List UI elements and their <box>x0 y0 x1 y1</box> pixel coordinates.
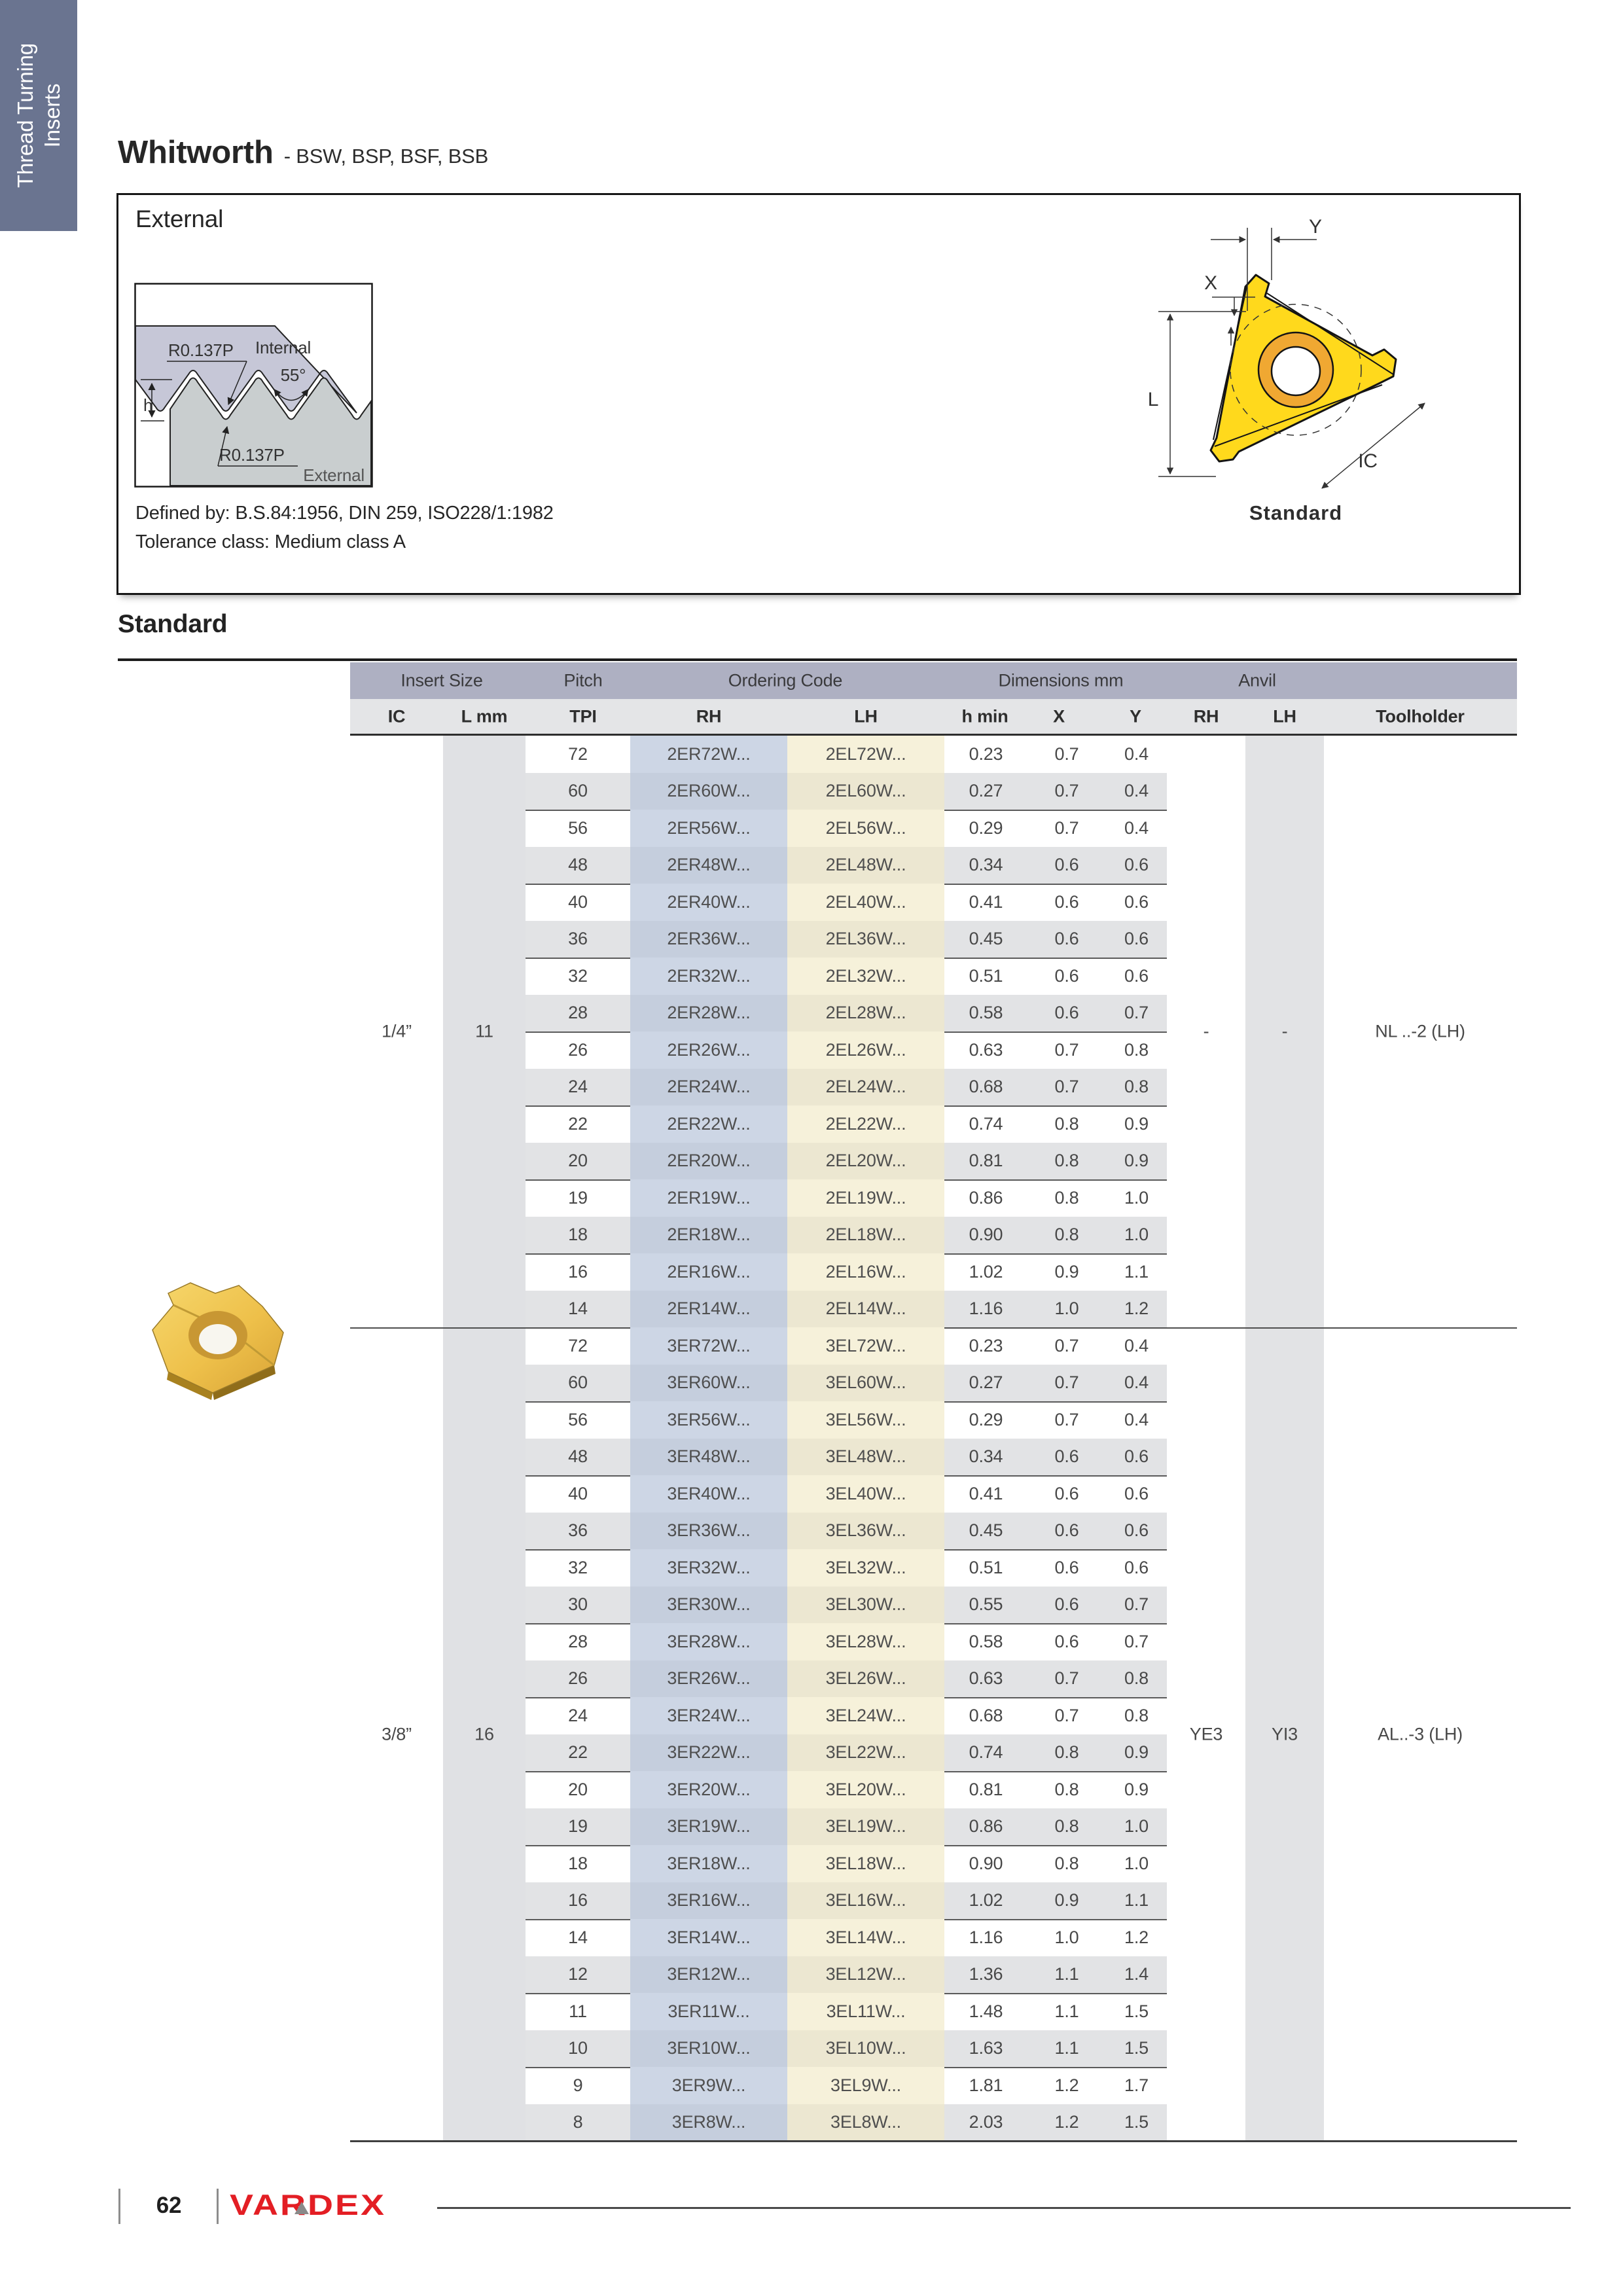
x-cell: 0.8 <box>1054 1853 1079 1873</box>
ordering-code-rh-cell: 3ER22W... <box>630 1734 787 1772</box>
section-title: Standard <box>118 610 228 638</box>
ordering-code-rh-cell: 3ER26W... <box>630 1660 787 1698</box>
ordering-code-lh-cell: 2EL24W... <box>787 1069 944 1106</box>
y-cell: 0.7 <box>1124 1631 1149 1651</box>
ordering-code-rh-cell: 3ER56W... <box>630 1401 787 1439</box>
tpi-cell: 40 <box>568 891 588 912</box>
h-min-cell: 0.29 <box>969 1409 1003 1429</box>
ordering-code-lh-cell: 2EL56W... <box>787 810 944 847</box>
x-cell: 1.1 <box>1054 1964 1079 1984</box>
x-cell: 1.2 <box>1054 2075 1079 2095</box>
group-header-ordering-code: Ordering Code <box>728 670 843 691</box>
r-top-label: R0.137P <box>168 340 234 360</box>
h-min-cell: 0.74 <box>969 1742 1003 1763</box>
footer-divider-left <box>118 2189 120 2224</box>
table-column-header <box>350 699 1517 736</box>
x-cell: 0.8 <box>1054 1742 1079 1763</box>
ordering-code-lh-cell: 3EL22W... <box>787 1734 944 1772</box>
vardex-logo <box>230 2185 426 2225</box>
col-header-x: X <box>1053 706 1065 726</box>
x-cell: 0.6 <box>1054 1446 1079 1467</box>
y-cell: 0.4 <box>1124 781 1149 801</box>
ordering-code-lh-cell: 3EL32W... <box>787 1549 944 1587</box>
anvil-lh-column-band <box>1245 736 1324 2141</box>
ordering-code-rh-cell: 3ER72W... <box>630 1327 787 1365</box>
h-min-cell: 1.48 <box>969 2001 1003 2021</box>
ordering-code-lh-cell: 2EL20W... <box>787 1143 944 1180</box>
ordering-code-rh-cell: 3ER8W... <box>630 2104 787 2142</box>
tpi-cell: 18 <box>568 1853 588 1873</box>
h-label: h <box>143 395 153 415</box>
y-cell: 1.7 <box>1124 2075 1149 2095</box>
tpi-cell: 72 <box>568 1335 588 1355</box>
x-cell: 0.8 <box>1054 1151 1079 1171</box>
ordering-code-rh-cell: 3ER14W... <box>630 1919 787 1956</box>
ordering-code-rh-cell: 2ER18W... <box>630 1217 787 1254</box>
col-header-lh: LH <box>854 706 878 726</box>
ordering-code-rh-cell: 2ER24W... <box>630 1069 787 1106</box>
ordering-code-lh-cell: 3EL40W... <box>787 1475 944 1513</box>
section-lmm-label: 11 <box>475 1021 493 1041</box>
x-cell: 0.6 <box>1054 855 1079 875</box>
col-header-lmm: L mm <box>461 706 508 726</box>
insert-photo-hole <box>199 1324 237 1354</box>
x-cell: 0.6 <box>1054 965 1079 986</box>
r-bottom-label: R0.137P <box>219 445 285 465</box>
y-cell: 1.5 <box>1124 2038 1149 2058</box>
section-lmm-label: 16 <box>474 1724 494 1744</box>
ordering-code-rh-cell: 3ER48W... <box>630 1439 787 1476</box>
ordering-code-lh-cell: 2EL60W... <box>787 773 944 810</box>
side-tab-label <box>0 0 77 231</box>
ordering-code-rh-cell: 2ER26W... <box>630 1031 787 1069</box>
x-cell: 0.7 <box>1054 1077 1079 1097</box>
h-min-cell: 0.63 <box>969 1039 1003 1060</box>
y-cell: 1.4 <box>1124 1964 1149 1984</box>
tpi-cell: 36 <box>568 1520 588 1541</box>
table-data-area <box>350 736 1517 2141</box>
y-cell: 1.0 <box>1124 1187 1149 1208</box>
h-min-cell: 0.34 <box>969 855 1003 875</box>
thread-profile-diagram <box>134 283 373 488</box>
h-min-cell: 0.68 <box>969 1705 1003 1725</box>
h-min-cell: 0.23 <box>969 744 1003 764</box>
ic-dimension-arrow <box>1322 403 1425 488</box>
y-cell: 1.0 <box>1124 1225 1149 1245</box>
table-top-rule <box>118 658 1517 661</box>
x-cell: 0.8 <box>1054 1113 1079 1134</box>
y-cell: 0.4 <box>1124 1409 1149 1429</box>
vardex-logo-text: VARDEX <box>230 2189 387 2221</box>
insert-caption: Standard <box>1249 501 1343 524</box>
x-cell: 1.2 <box>1054 2112 1079 2132</box>
tpi-cell: 32 <box>568 1557 588 1577</box>
y-cell: 0.6 <box>1124 1446 1149 1467</box>
ordering-code-lh-cell: 3EL12W... <box>787 1956 944 1994</box>
tpi-cell: 56 <box>568 817 588 838</box>
section-anvil-lh-label: YI3 <box>1272 1724 1298 1744</box>
ordering-code-rh-cell: 2ER32W... <box>630 958 787 995</box>
col-header-y: Y <box>1130 706 1141 726</box>
tpi-cell: 56 <box>568 1409 588 1429</box>
ordering-code-rh-cell: 2ER36W... <box>630 921 787 958</box>
h-min-cell: 1.36 <box>969 1964 1003 1984</box>
insert-dimension-drawing <box>1113 216 1479 504</box>
page-subtitle: - BSW, BSP, BSF, BSB <box>283 145 489 168</box>
x-cell: 0.7 <box>1054 1372 1079 1393</box>
col-header-toolholder: Toolholder <box>1376 706 1465 726</box>
ordering-code-lh-cell: 2EL28W... <box>787 995 944 1032</box>
ordering-code-rh-cell: 3ER60W... <box>630 1365 787 1402</box>
col-header-anvil-rh: RH <box>1193 706 1219 726</box>
y-cell: 0.6 <box>1124 855 1149 875</box>
y-cell: 0.8 <box>1124 1705 1149 1725</box>
y-cell: 0.6 <box>1124 891 1149 912</box>
tpi-cell: 60 <box>568 1372 588 1393</box>
h-min-cell: 0.41 <box>969 891 1003 912</box>
section-ic-label: 3/8” <box>382 1724 412 1744</box>
y-cell: 0.6 <box>1124 965 1149 986</box>
tpi-cell: 40 <box>568 1483 588 1503</box>
defined-by-text: Defined by: B.S.84:1956, DIN 259, ISO228/1:1982 <box>135 503 554 524</box>
x-cell: 0.6 <box>1054 1594 1079 1615</box>
ordering-code-rh-cell: 2ER20W... <box>630 1143 787 1180</box>
tpi-cell: 28 <box>568 1003 588 1023</box>
tpi-cell: 8 <box>573 2112 583 2132</box>
h-min-cell: 0.45 <box>969 1520 1003 1541</box>
footer-rule <box>437 2207 1571 2209</box>
ordering-code-rh-cell: 3ER11W... <box>630 1993 787 2030</box>
h-min-cell: 1.02 <box>969 1890 1003 1910</box>
ordering-code-lh-cell: 3EL24W... <box>787 1697 944 1734</box>
tpi-cell: 12 <box>568 1964 588 1984</box>
ordering-code-lh-cell: 3EL18W... <box>787 1845 944 1882</box>
h-min-cell: 0.58 <box>969 1631 1003 1651</box>
x-cell: 0.7 <box>1054 1409 1079 1429</box>
tpi-cell: 24 <box>568 1077 588 1097</box>
ordering-code-lh-cell: 3EL11W... <box>787 1993 944 2030</box>
h-min-cell: 0.81 <box>969 1151 1003 1171</box>
h-min-cell: 0.41 <box>969 1483 1003 1503</box>
ordering-code-rh-cell: 3ER28W... <box>630 1623 787 1660</box>
ordering-code-rh-cell: 3ER30W... <box>630 1587 787 1624</box>
h-min-cell: 2.03 <box>969 2112 1003 2132</box>
ordering-code-lh-cell: 3EL16W... <box>787 1882 944 1920</box>
h-min-cell: 0.90 <box>969 1853 1003 1873</box>
x-cell: 0.6 <box>1054 1520 1079 1541</box>
y-cell: 1.0 <box>1124 1853 1149 1873</box>
h-min-cell: 0.86 <box>969 1187 1003 1208</box>
x-cell: 0.9 <box>1054 1890 1079 1910</box>
y-cell: 1.1 <box>1124 1261 1149 1282</box>
tpi-cell: 32 <box>568 965 588 986</box>
ordering-code-rh-cell: 3ER36W... <box>630 1513 787 1550</box>
h-min-cell: 1.81 <box>969 2075 1003 2095</box>
y-cell: 0.7 <box>1124 1003 1149 1023</box>
tpi-cell: 60 <box>568 781 588 801</box>
side-tab <box>0 0 77 231</box>
y-cell: 0.8 <box>1124 1077 1149 1097</box>
x-cell: 0.7 <box>1054 817 1079 838</box>
y-cell: 0.4 <box>1124 1335 1149 1355</box>
ordering-code-rh-cell: 2ER19W... <box>630 1179 787 1217</box>
y-cell: 0.4 <box>1124 744 1149 764</box>
ordering-code-lh-cell: 3EL36W... <box>787 1513 944 1550</box>
ordering-code-rh-cell: 3ER19W... <box>630 1808 787 1846</box>
tolerance-text: Tolerance class: Medium class A <box>135 531 406 552</box>
ic-dim-label: IC <box>1358 450 1378 472</box>
tpi-cell: 22 <box>568 1742 588 1763</box>
ordering-code-lh-cell: 3EL60W... <box>787 1365 944 1402</box>
y-cell: 1.2 <box>1124 1299 1149 1319</box>
page-title: Whitworth <box>118 135 274 170</box>
ordering-code-lh-cell: 3EL9W... <box>787 2067 944 2104</box>
y-cell: 0.8 <box>1124 1668 1149 1689</box>
angle-label: 55° <box>280 365 306 385</box>
tpi-cell: 28 <box>568 1631 588 1651</box>
page-title-row <box>118 134 488 171</box>
x-cell: 1.1 <box>1054 2001 1079 2021</box>
page-number: 62 <box>156 2193 182 2218</box>
ordering-code-lh-cell: 3EL28W... <box>787 1623 944 1660</box>
ordering-code-lh-cell: 3EL14W... <box>787 1919 944 1956</box>
x-cell: 0.6 <box>1054 1483 1079 1503</box>
table-bottom-rule <box>350 2140 1517 2142</box>
tpi-cell: 18 <box>568 1225 588 1245</box>
h-min-cell: 1.16 <box>969 1927 1003 1947</box>
ordering-code-lh-cell: 2EL26W... <box>787 1031 944 1069</box>
x-dim-label: X <box>1204 272 1217 294</box>
ordering-code-rh-cell: 3ER16W... <box>630 1882 787 1920</box>
tpi-cell: 48 <box>568 1446 588 1467</box>
group-header-dimensions: Dimensions mm <box>998 670 1124 691</box>
x-cell: 0.7 <box>1054 1668 1079 1689</box>
h-min-cell: 0.55 <box>969 1594 1003 1615</box>
h-min-cell: 0.58 <box>969 1003 1003 1023</box>
h-min-cell: 0.68 <box>969 1077 1003 1097</box>
side-tab-line1: Thread Turning <box>13 43 37 188</box>
y-cell: 0.6 <box>1124 1557 1149 1577</box>
section-toolholder-label: NL ..-2 (LH) <box>1375 1021 1465 1041</box>
l-dim-label: L <box>1147 389 1159 410</box>
internal-label: Internal <box>255 338 312 357</box>
x-cell: 0.8 <box>1054 1816 1079 1837</box>
ordering-code-lh-cell: 3EL20W... <box>787 1771 944 1808</box>
y-cell: 0.6 <box>1124 1520 1149 1541</box>
x-cell: 1.1 <box>1054 2038 1079 2058</box>
col-header-tpi: TPI <box>569 706 597 726</box>
ordering-code-rh-cell: 2ER56W... <box>630 810 787 847</box>
insert-hole <box>1272 347 1320 395</box>
tpi-cell: 19 <box>568 1187 588 1208</box>
section-anvil-lh-label: - <box>1281 1021 1288 1041</box>
h-min-cell: 0.90 <box>969 1225 1003 1245</box>
side-tab-line2: Inserts <box>40 83 64 148</box>
h-min-cell: 0.86 <box>969 1816 1003 1837</box>
ordering-code-rh-cell: 3ER20W... <box>630 1771 787 1808</box>
ordering-code-lh-cell: 2EL16W... <box>787 1253 944 1291</box>
tpi-cell: 22 <box>568 1113 588 1134</box>
x-cell: 1.0 <box>1054 1927 1079 1947</box>
ordering-code-rh-cell: 3ER24W... <box>630 1697 787 1734</box>
ordering-code-lh-cell: 2EL19W... <box>787 1179 944 1217</box>
x-cell: 0.8 <box>1054 1187 1079 1208</box>
x-cell: 0.7 <box>1054 1705 1079 1725</box>
ordering-code-lh-cell: 3EL48W... <box>787 1439 944 1476</box>
ordering-code-lh-cell: 3EL30W... <box>787 1587 944 1624</box>
ordering-code-rh-cell: 3ER32W... <box>630 1549 787 1587</box>
tpi-cell: 20 <box>568 1151 588 1171</box>
ordering-code-lh-cell: 2EL32W... <box>787 958 944 995</box>
x-cell: 0.6 <box>1054 1003 1079 1023</box>
tpi-cell: 14 <box>568 1299 588 1319</box>
ordering-code-lh-cell: 3EL56W... <box>787 1401 944 1439</box>
section-toolholder-label: AL..-3 (LH) <box>1378 1724 1463 1744</box>
y-cell: 0.9 <box>1124 1742 1149 1763</box>
tpi-cell: 19 <box>568 1816 588 1837</box>
x-cell: 0.7 <box>1054 1335 1079 1355</box>
y-cell: 0.4 <box>1124 817 1149 838</box>
tpi-cell: 36 <box>568 929 588 949</box>
y-cell: 1.5 <box>1124 2112 1149 2132</box>
ordering-code-lh-cell: 2EL18W... <box>787 1217 944 1254</box>
ordering-code-lh-cell: 3EL10W... <box>787 2030 944 2068</box>
h-min-cell: 0.45 <box>969 929 1003 949</box>
h-min-cell: 1.16 <box>969 1299 1003 1319</box>
ordering-code-rh-cell: 2ER48W... <box>630 847 787 884</box>
y-cell: 0.9 <box>1124 1779 1149 1799</box>
ordering-code-rh-cell: 2ER16W... <box>630 1253 787 1291</box>
x-cell: 0.6 <box>1054 929 1079 949</box>
ordering-code-lh-cell: 2EL14W... <box>787 1291 944 1328</box>
ordering-code-lh-cell: 3EL26W... <box>787 1660 944 1698</box>
x-cell: 0.7 <box>1054 744 1079 764</box>
h-min-cell: 0.63 <box>969 1668 1003 1689</box>
tpi-cell: 72 <box>568 744 588 764</box>
ordering-code-rh-cell: 2ER14W... <box>630 1291 787 1328</box>
tpi-cell: 30 <box>568 1594 588 1615</box>
ordering-code-lh-cell: 2EL40W... <box>787 884 944 921</box>
tpi-cell: 24 <box>568 1705 588 1725</box>
x-cell: 0.6 <box>1054 891 1079 912</box>
y-cell: 0.7 <box>1124 1594 1149 1615</box>
x-cell: 0.6 <box>1054 1557 1079 1577</box>
x-cell: 0.8 <box>1054 1779 1079 1799</box>
ordering-code-lh-cell: 2EL36W... <box>787 921 944 958</box>
col-header-rh: RH <box>696 706 722 726</box>
tpi-cell: 20 <box>568 1779 588 1799</box>
h-min-cell: 0.27 <box>969 781 1003 801</box>
group-header-insert-size: Insert Size <box>401 670 483 691</box>
section-anvil-rh-label: YE3 <box>1189 1724 1223 1744</box>
col-header-ic: IC <box>387 706 406 726</box>
h-min-cell: 1.02 <box>969 1261 1003 1282</box>
tpi-cell: 16 <box>568 1890 588 1910</box>
ordering-code-rh-cell: 2ER60W... <box>630 773 787 810</box>
tpi-cell: 10 <box>568 2038 588 2058</box>
y-cell: 1.0 <box>1124 1816 1149 1837</box>
ordering-code-rh-cell: 2ER40W... <box>630 884 787 921</box>
h-min-cell: 0.34 <box>969 1446 1003 1467</box>
ordering-code-lh-cell: 3EL8W... <box>787 2104 944 2142</box>
ordering-code-rh-cell: 3ER40W... <box>630 1475 787 1513</box>
y-cell: 0.9 <box>1124 1151 1149 1171</box>
section-anvil-rh-label: - <box>1203 1021 1209 1041</box>
h-min-cell: 0.27 <box>969 1372 1003 1393</box>
y-cell: 1.2 <box>1124 1927 1149 1947</box>
tpi-cell: 11 <box>569 2001 587 2021</box>
ordering-code-lh-cell: 3EL72W... <box>787 1327 944 1365</box>
y-cell: 1.1 <box>1124 1890 1149 1910</box>
col-header-hmin: h min <box>961 706 1008 726</box>
h-min-cell: 0.51 <box>969 965 1003 986</box>
ordering-code-lh-cell: 2EL72W... <box>787 736 944 773</box>
group-header-anvil: Anvil <box>1238 670 1276 691</box>
lmm-column-band <box>443 736 526 2141</box>
y-cell: 1.5 <box>1124 2001 1149 2021</box>
h-min-cell: 1.63 <box>969 2038 1003 2058</box>
col-header-anvil-lh: LH <box>1273 706 1296 726</box>
ordering-code-rh-cell: 2ER22W... <box>630 1105 787 1143</box>
x-cell: 0.7 <box>1054 1039 1079 1060</box>
tpi-cell: 14 <box>568 1927 588 1947</box>
tpi-cell: 26 <box>568 1668 588 1689</box>
ordering-code-rh-cell: 2ER72W... <box>630 736 787 773</box>
ordering-code-lh-cell: 2EL48W... <box>787 847 944 884</box>
ordering-code-rh-cell: 3ER18W... <box>630 1845 787 1882</box>
ordering-code-rh-cell: 2ER28W... <box>630 995 787 1032</box>
x-cell: 0.7 <box>1054 781 1079 801</box>
x-cell: 0.8 <box>1054 1225 1079 1245</box>
y-dim-label: Y <box>1309 216 1322 238</box>
ordering-code-rh-cell: 3ER9W... <box>630 2067 787 2104</box>
y-cell: 0.6 <box>1124 1483 1149 1503</box>
h-min-cell: 0.23 <box>969 1335 1003 1355</box>
group-header-pitch: Pitch <box>563 670 603 691</box>
y-cell: 0.6 <box>1124 929 1149 949</box>
external-heading: External <box>135 206 224 232</box>
x-cell: 1.0 <box>1054 1299 1079 1319</box>
tpi-cell: 26 <box>568 1039 588 1060</box>
y-cell: 0.4 <box>1124 1372 1149 1393</box>
h-min-cell: 0.81 <box>969 1779 1003 1799</box>
x-cell: 0.6 <box>1054 1631 1079 1651</box>
footer-divider-right <box>217 2189 219 2224</box>
tpi-cell: 16 <box>568 1261 588 1282</box>
h-min-cell: 0.29 <box>969 817 1003 838</box>
tpi-cell: 9 <box>573 2075 583 2095</box>
x-cell: 0.9 <box>1054 1261 1079 1282</box>
h-min-cell: 0.51 <box>969 1557 1003 1577</box>
ordering-code-rh-cell: 3ER12W... <box>630 1956 787 1994</box>
ordering-code-rh-cell: 3ER10W... <box>630 2030 787 2068</box>
h-min-cell: 0.74 <box>969 1113 1003 1134</box>
y-cell: 0.8 <box>1124 1039 1149 1060</box>
tpi-cell: 48 <box>568 855 588 875</box>
ordering-code-lh-cell: 2EL22W... <box>787 1105 944 1143</box>
insert-photo <box>134 1267 302 1401</box>
table-group-header <box>350 662 1517 699</box>
ordering-code-lh-cell: 3EL19W... <box>787 1808 944 1846</box>
y-cell: 0.9 <box>1124 1113 1149 1134</box>
vardex-logo-triangle-icon <box>294 2202 309 2214</box>
section-ic-label: 1/4” <box>382 1021 412 1041</box>
external-label: External <box>303 465 365 485</box>
